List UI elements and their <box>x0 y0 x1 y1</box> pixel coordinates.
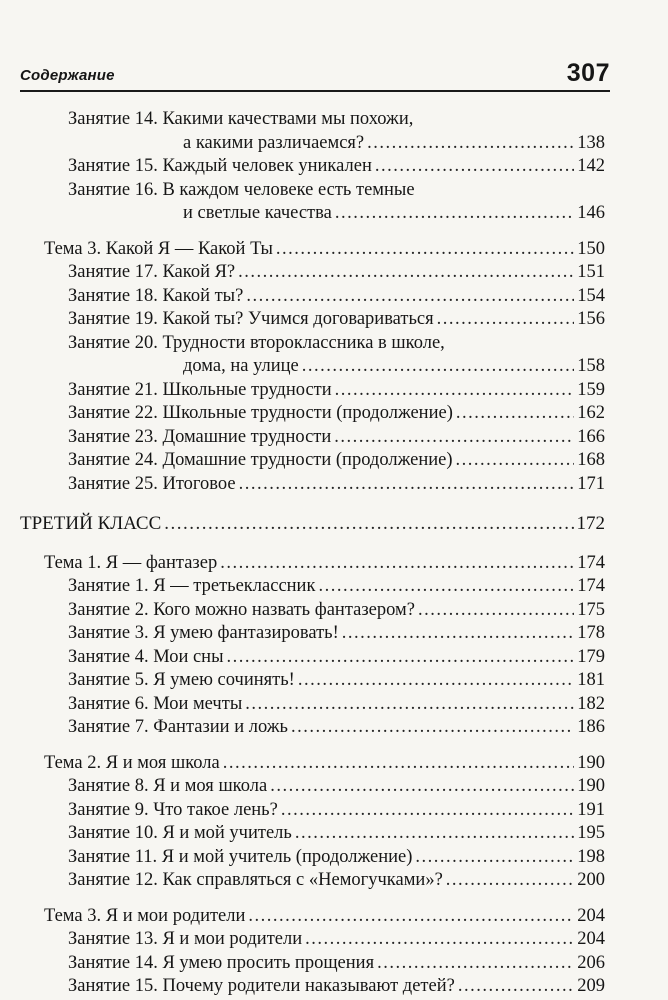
dot-leader <box>302 354 574 379</box>
toc-entry <box>68 378 605 403</box>
toc-entry-page: 174 <box>577 552 605 573</box>
toc-entry-title: ТРЕТИЙ КЛАСС <box>20 513 162 534</box>
toc-entry-title: Занятие 25. Итоговое <box>68 473 236 494</box>
toc-entry-title: Тема 3. Какой Я — Какой Ты <box>44 238 273 259</box>
toc-entry-title: Тема 1. Я — фантазер <box>44 552 218 573</box>
toc-entry-page: 204 <box>577 929 605 949</box>
toc-entry-page: 151 <box>577 262 605 282</box>
toc-entry <box>68 692 605 717</box>
toc-entry <box>44 237 605 262</box>
toc-entry-page: 162 <box>577 403 605 423</box>
dot-leader <box>270 774 574 799</box>
toc-entry-title: Занятие 18. Какой ты? <box>68 285 244 306</box>
toc-entry-page: 171 <box>577 473 605 494</box>
page-number: 307 <box>566 59 610 87</box>
toc-entry-title: Тема 3. Я и мои родители <box>44 905 246 926</box>
toc-entry-title: Тема 2. Я и моя школа <box>44 752 220 773</box>
dot-leader <box>375 154 574 179</box>
toc-entry-page: 174 <box>577 576 605 596</box>
toc-entry-page: 195 <box>577 823 605 843</box>
toc-entry-title: Занятие 3. Я умею фантазировать! <box>68 623 339 643</box>
dot-leader <box>164 511 573 536</box>
toc-entry-title: Занятие 20. Трудности второклассника в школе, <box>68 332 445 353</box>
dot-leader <box>458 974 574 999</box>
toc-entry-page: 150 <box>577 238 605 259</box>
toc-entry <box>68 284 605 309</box>
dot-leader <box>305 927 574 952</box>
dot-leader <box>334 425 574 450</box>
toc-entry <box>68 927 605 952</box>
toc-entry-title: Занятие 10. Я и мой учитель <box>68 823 292 843</box>
running-header-title: Содержание <box>20 67 115 84</box>
toc-entry-title: Занятие 4. Мои сны <box>68 646 224 667</box>
toc-entry <box>68 821 605 846</box>
toc-entry-page: 168 <box>577 450 605 470</box>
toc-entry-title: и светлые качества <box>183 203 332 223</box>
toc-entry-page: 175 <box>577 599 605 620</box>
toc-entry <box>68 715 605 740</box>
dot-leader <box>377 951 574 976</box>
toc-entry-title: Занятие 9. Что такое лень? <box>68 799 278 820</box>
running-header <box>20 56 610 92</box>
toc-entry <box>68 574 605 599</box>
toc-entry-title: Занятие 22. Школьные трудности (продолжение) <box>68 403 453 423</box>
dot-leader <box>238 260 574 285</box>
toc-entry-title: Занятие 17. Какой Я? <box>68 262 236 282</box>
dot-leader <box>281 798 574 823</box>
toc-entry <box>68 798 605 823</box>
toc-entry-page: 200 <box>577 870 605 890</box>
toc-entry <box>68 668 605 693</box>
toc-entry-page: 158 <box>577 356 605 376</box>
toc-entry-page: 190 <box>577 752 605 773</box>
toc-entry <box>44 551 605 576</box>
toc-entry-title: Занятие 14. Какими качествами мы похожи, <box>68 109 414 129</box>
dot-leader <box>335 201 574 226</box>
toc-entry-title: Занятие 5. Я умею сочинять! <box>68 670 295 690</box>
toc-entry-page: 181 <box>577 670 605 690</box>
toc-entry <box>44 751 605 776</box>
toc-entry-page: 166 <box>577 426 605 447</box>
dot-leader <box>335 378 575 403</box>
toc-entry-page: 182 <box>577 693 605 714</box>
toc-entry <box>68 868 605 893</box>
toc-entry-title: Занятие 19. Какой ты? Учимся договариваться <box>68 309 434 329</box>
toc-entry <box>68 645 605 670</box>
toc-entry-title: Занятие 8. Я и моя школа <box>68 776 268 796</box>
toc-entry <box>68 951 605 976</box>
dot-leader <box>227 645 575 670</box>
toc-entry <box>68 178 605 203</box>
toc-entry-title: Занятие 1. Я — третьеклассник <box>68 576 316 596</box>
toc-entry <box>68 307 605 332</box>
toc-entry-page: 142 <box>577 156 605 176</box>
toc-entry <box>68 598 605 623</box>
toc-entry-page: 172 <box>576 513 605 534</box>
toc-entry-title: Занятие 15. Каждый человек уникален <box>68 156 372 176</box>
toc-entry <box>68 154 605 179</box>
toc-entry-title: Занятие 21. Школьные трудности <box>68 379 332 400</box>
dot-leader <box>298 668 574 693</box>
toc-entry-title: Занятие 7. Фантазии и ложь <box>68 717 288 737</box>
toc-entry-title: Занятие 16. В каждом человеке есть темные <box>68 179 415 200</box>
toc-entry-title: Занятие 23. Домашние трудности <box>68 426 332 447</box>
toc-entry <box>68 974 605 999</box>
dot-leader <box>276 237 574 262</box>
toc-entry-title: Занятие 15. Почему родители наказывают детей? <box>68 976 455 996</box>
toc-entry <box>68 107 605 132</box>
dot-leader <box>245 692 574 717</box>
toc-entry-page: 178 <box>577 623 605 643</box>
toc-entry-page: 179 <box>577 646 605 667</box>
toc-entry-continuation <box>183 201 605 226</box>
toc-entry <box>68 448 605 473</box>
toc-entry <box>44 904 605 929</box>
toc-entry <box>20 511 605 536</box>
toc-entry <box>68 425 605 450</box>
toc-entry-continuation <box>183 131 605 156</box>
toc-entry-page: 198 <box>577 846 605 867</box>
dot-leader <box>446 868 574 893</box>
toc-entry-page: 154 <box>577 285 605 306</box>
toc-entry-page: 146 <box>577 203 605 223</box>
toc-entry-page: 204 <box>577 905 605 926</box>
toc-entry <box>68 260 605 285</box>
dot-leader <box>456 448 575 473</box>
dot-leader <box>456 401 574 426</box>
toc-entry-page: 159 <box>577 379 605 400</box>
dot-leader <box>223 751 575 776</box>
toc-entry-continuation <box>183 354 605 379</box>
dot-leader <box>437 307 575 332</box>
toc-entry-title: Занятие 13. Я и мои родители <box>68 929 303 949</box>
toc-entry-page: 191 <box>577 799 605 820</box>
dot-leader <box>367 131 574 156</box>
dot-leader <box>220 551 574 576</box>
dot-leader <box>291 715 574 740</box>
toc-entry <box>68 401 605 426</box>
toc-entry <box>68 845 605 870</box>
toc-entry <box>68 472 605 497</box>
dot-leader <box>418 598 574 623</box>
toc-entry-title: Занятие 2. Кого можно назвать фантазером? <box>68 599 415 620</box>
toc-entry-title: Занятие 12. Как справляться с «Немогучками»? <box>68 870 443 890</box>
dot-leader <box>246 284 574 309</box>
toc-entry-page: 156 <box>577 309 605 329</box>
toc-entry-title: Занятие 11. Я и мой учитель (продолжение) <box>68 846 413 867</box>
toc-entry-page: 209 <box>577 976 605 996</box>
toc-entry-title: Занятие 14. Я умею просить прощения <box>68 952 375 973</box>
toc-entry-page: 190 <box>577 776 605 796</box>
toc-entry-title: Занятие 6. Мои мечты <box>68 693 243 714</box>
dot-leader <box>239 472 575 497</box>
dot-leader <box>415 845 574 870</box>
dot-leader <box>248 904 574 929</box>
toc-entry <box>68 331 605 356</box>
toc-entry-title: Занятие 24. Домашние трудности (продолжение) <box>68 450 453 470</box>
toc-entry-page: 138 <box>577 132 605 153</box>
dot-leader <box>295 821 574 846</box>
dot-leader <box>342 621 574 646</box>
toc-entry-page: 206 <box>577 952 605 973</box>
dot-leader <box>318 574 574 599</box>
toc-entry <box>68 774 605 799</box>
toc-entry <box>68 621 605 646</box>
toc-entry-page: 186 <box>577 717 605 737</box>
toc-entry-title: а какими различаемся? <box>183 132 365 153</box>
toc-entry-title: дома, на улице <box>183 356 299 376</box>
